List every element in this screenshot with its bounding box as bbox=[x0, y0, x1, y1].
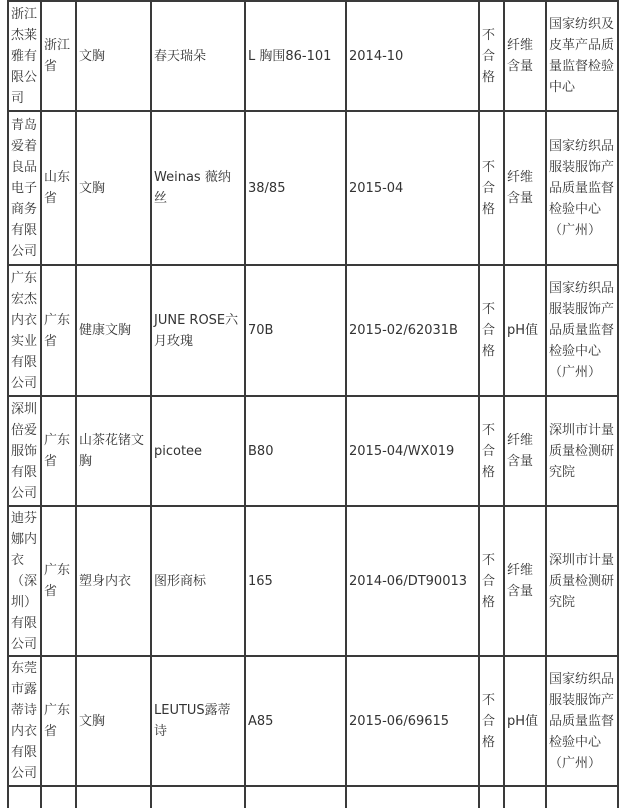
cell-company: 迪芬娜内衣（深圳）有限公司 bbox=[8, 506, 41, 656]
cell-company: 青岛爱着良品电子商务有限公司 bbox=[8, 111, 41, 265]
cell-empty bbox=[346, 786, 479, 808]
cell-production-date: 2015-06/69615 bbox=[346, 656, 479, 786]
cell-empty bbox=[245, 786, 346, 808]
table-row bbox=[8, 506, 618, 656]
cell-product-type: 文胸 bbox=[76, 111, 151, 265]
cell-brand: picotee bbox=[151, 396, 245, 506]
cell-empty bbox=[504, 786, 546, 808]
cell-production-date: 2014-06/DT90013 bbox=[346, 506, 479, 656]
cell-province: 山东省 bbox=[41, 111, 76, 265]
cell-spec-model: 38/85 bbox=[245, 111, 346, 265]
cell-result: 不合格 bbox=[479, 506, 504, 656]
table-row bbox=[8, 1, 618, 111]
cell-spec-model: 70B bbox=[245, 265, 346, 396]
cell-province: 广东省 bbox=[41, 656, 76, 786]
cell-empty bbox=[8, 786, 41, 808]
cell-spec-model: A85 bbox=[245, 656, 346, 786]
table-row bbox=[8, 396, 618, 506]
cell-product-type: 文胸 bbox=[76, 656, 151, 786]
cell-result: 不合格 bbox=[479, 656, 504, 786]
cell-inspection-agency: 深圳市计量质量检测研究院 bbox=[546, 396, 618, 506]
cell-product-type: 塑身内衣 bbox=[76, 506, 151, 656]
cell-spec-model: 165 bbox=[245, 506, 346, 656]
cell-product-type: 文胸 bbox=[76, 1, 151, 111]
cell-inspection-agency: 国家纺织品服装服饰产品质量监督检验中心（广州） bbox=[546, 111, 618, 265]
cell-result: 不合格 bbox=[479, 111, 504, 265]
cell-province: 浙江省 bbox=[41, 1, 76, 111]
cell-empty bbox=[479, 786, 504, 808]
cell-brand: LEUTUS露蒂诗 bbox=[151, 656, 245, 786]
cell-company: 广东宏杰内衣实业有限公司 bbox=[8, 265, 41, 396]
cell-empty bbox=[41, 786, 76, 808]
cell-brand: JUNE ROSE六月玫瑰 bbox=[151, 265, 245, 396]
cell-production-date: 2015-04/WX019 bbox=[346, 396, 479, 506]
cell-empty bbox=[76, 786, 151, 808]
cell-production-date: 2015-04 bbox=[346, 111, 479, 265]
inspection-results-table bbox=[7, 0, 619, 808]
table-row bbox=[8, 111, 618, 265]
cell-province: 广东省 bbox=[41, 396, 76, 506]
cell-company: 深圳倍爱服饰有限公司 bbox=[8, 396, 41, 506]
cell-result: 不合格 bbox=[479, 396, 504, 506]
cell-production-date: 2015-02/62031B bbox=[346, 265, 479, 396]
cell-failed-item: 纤维含量 bbox=[504, 1, 546, 111]
cell-province: 广东省 bbox=[41, 265, 76, 396]
cell-empty bbox=[546, 786, 618, 808]
cell-inspection-agency: 国家纺织品服装服饰产品质量监督检验中心（广州） bbox=[546, 265, 618, 396]
cell-empty bbox=[151, 786, 245, 808]
cell-product-type: 健康文胸 bbox=[76, 265, 151, 396]
cell-failed-item: pH值 bbox=[504, 656, 546, 786]
cell-result: 不合格 bbox=[479, 265, 504, 396]
cell-province: 广东省 bbox=[41, 506, 76, 656]
cell-failed-item: 纤维含量 bbox=[504, 111, 546, 265]
table-row bbox=[8, 656, 618, 786]
cell-inspection-agency: 深圳市计量质量检测研究院 bbox=[546, 506, 618, 656]
cell-inspection-agency: 国家纺织及皮革产品质量监督检验中心 bbox=[546, 1, 618, 111]
cell-product-type: 山茶花锗文胸 bbox=[76, 396, 151, 506]
cell-production-date: 2014-10 bbox=[346, 1, 479, 111]
cell-spec-model: L 胸围86-101 bbox=[245, 1, 346, 111]
cell-brand: 春天瑞朵 bbox=[151, 1, 245, 111]
cell-result: 不合格 bbox=[479, 1, 504, 111]
cell-failed-item: 纤维含量 bbox=[504, 506, 546, 656]
cell-failed-item: 纤维含量 bbox=[504, 396, 546, 506]
table-row bbox=[8, 265, 618, 396]
cell-failed-item: pH值 bbox=[504, 265, 546, 396]
cell-spec-model: B80 bbox=[245, 396, 346, 506]
cell-company: 浙江杰莱雅有限公司 bbox=[8, 1, 41, 111]
cell-brand: Weinas 薇纳丝 bbox=[151, 111, 245, 265]
cell-inspection-agency: 国家纺织品服装服饰产品质量监督检验中心（广州） bbox=[546, 656, 618, 786]
cell-company: 东莞市露蒂诗内衣有限公司 bbox=[8, 656, 41, 786]
table-row-clipped-bottom bbox=[8, 786, 618, 808]
cell-brand: 图形商标 bbox=[151, 506, 245, 656]
